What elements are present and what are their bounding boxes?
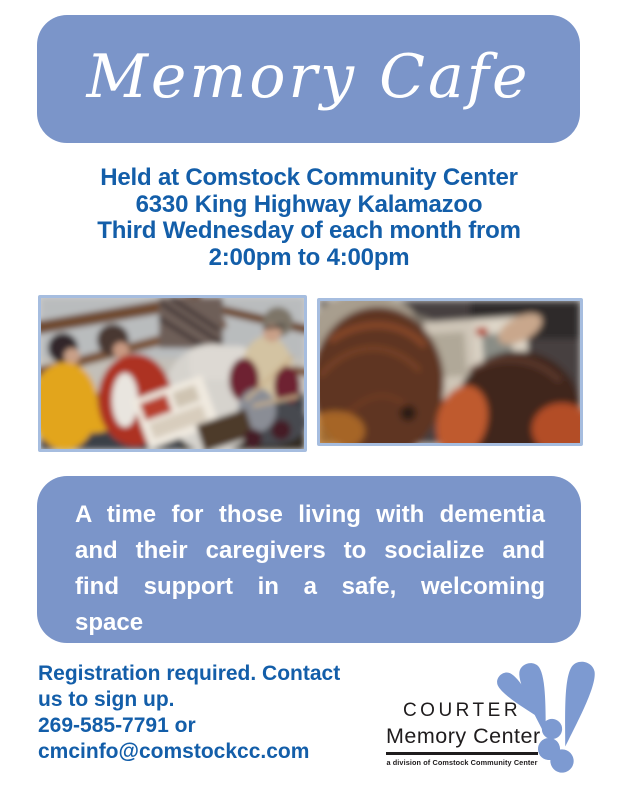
contact-line-registration: Registration required. Contact [38, 662, 341, 685]
description-line: space [75, 609, 144, 636]
title-banner [37, 15, 580, 143]
contact-phone: 269-585-7791 or [38, 714, 196, 737]
page-title: Memory Cafe [86, 42, 531, 112]
description-line: and their caregivers to socialize and [75, 537, 545, 564]
courter-memory-center-logo [386, 699, 541, 767]
description-line: A time for those living with dementia [75, 501, 545, 528]
contact-line-signup: us to sign up. [38, 688, 175, 711]
photo-seniors-album-image [41, 298, 304, 449]
logo-divider [386, 752, 538, 755]
detail-line-schedule: Third Wednesday of each month from [97, 217, 521, 244]
event-details [0, 165, 618, 271]
detail-line-time: 2:00pm to 4:00pm [208, 243, 410, 271]
logo-memory-center-text: Memory Center [386, 724, 541, 748]
contact-email: cmcinfo@comstockcc.com [38, 740, 310, 763]
detail-line-address: 6330 King Highway Kalamazoo [135, 190, 483, 218]
photo-two-people-album-image [320, 301, 580, 443]
logo-tagline: a division of Comstock Community Center [386, 757, 538, 767]
detail-line-location: Held at Comstock Community Center [100, 164, 518, 191]
description-line: find support in a safe, welcoming [75, 573, 545, 600]
photo-seniors-album [38, 295, 307, 452]
photo-two-people-album [317, 298, 583, 446]
contact-info [38, 661, 378, 765]
logo-courter-text: COURTER [402, 700, 522, 721]
description-box [37, 476, 581, 643]
